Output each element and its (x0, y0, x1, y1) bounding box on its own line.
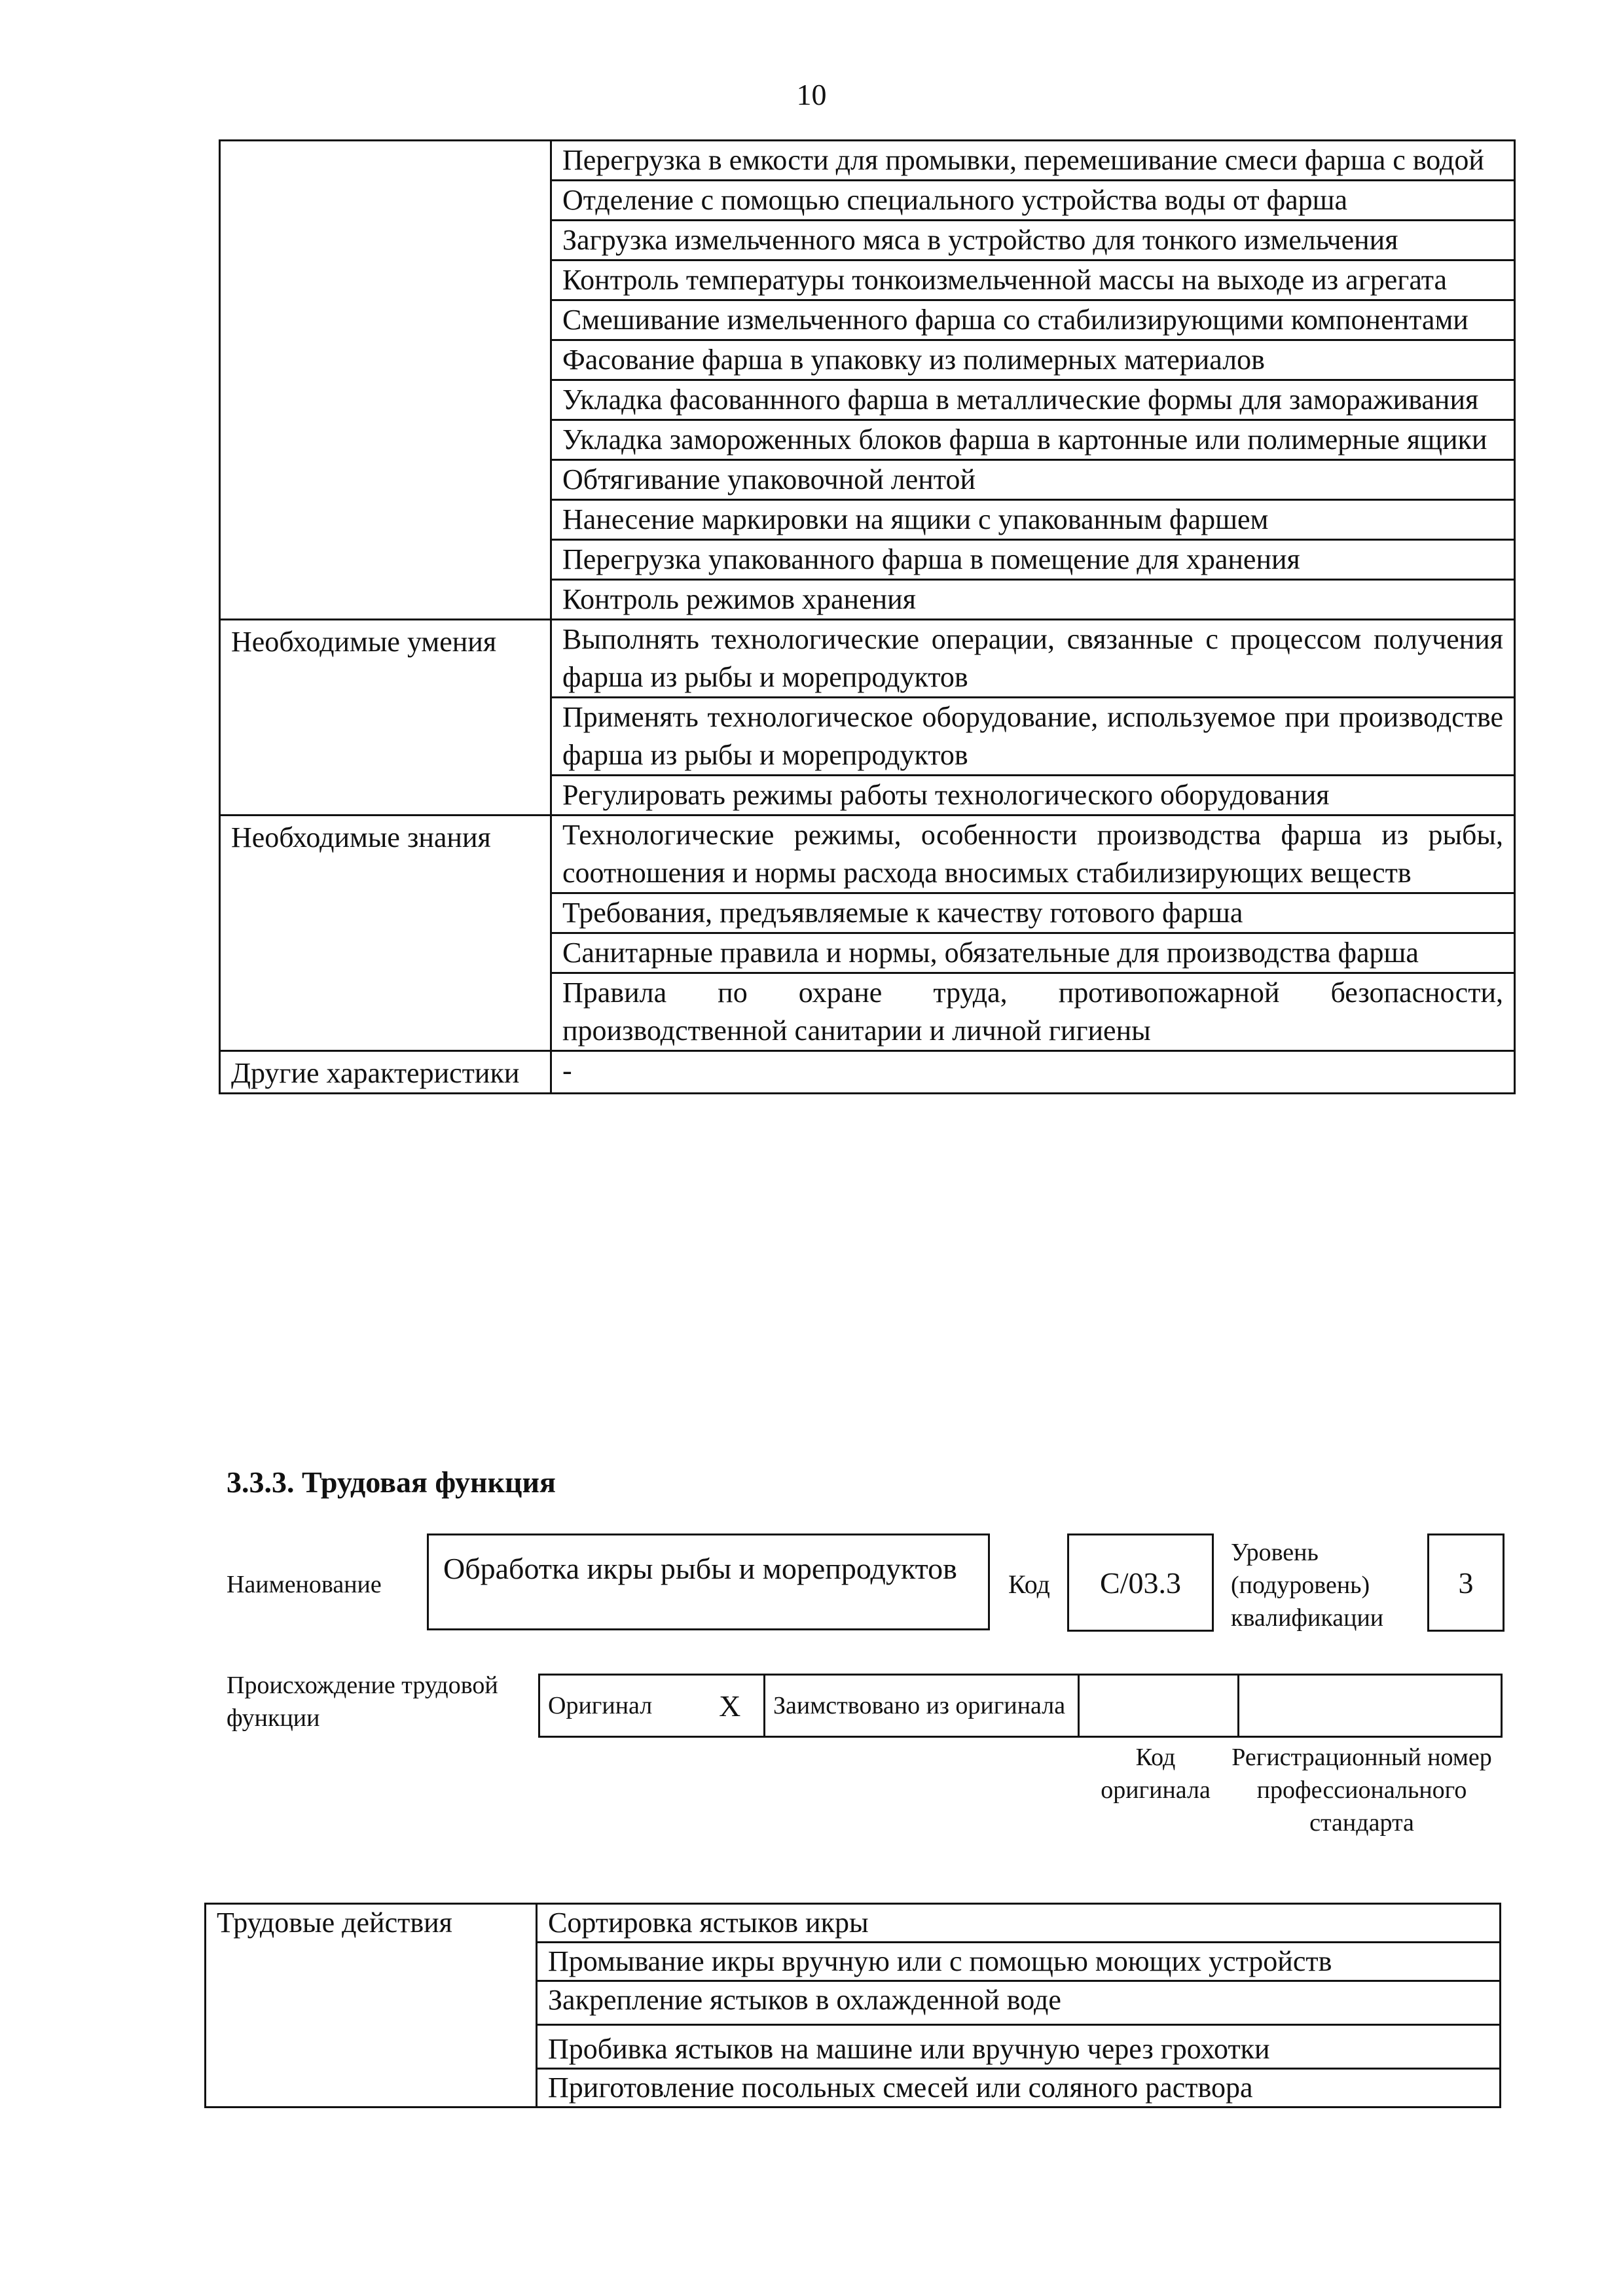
other-characteristics-value: - (551, 1051, 1515, 1094)
origin-label: Происхождение трудовой функции (227, 1672, 498, 1732)
origin-reg-cell (1239, 1675, 1502, 1737)
origin-table (538, 1674, 1503, 1738)
table-row (220, 816, 1515, 893)
labor-action-cell: Промывание икры вручную или с помощью моющих устройств (537, 1943, 1501, 1981)
skill-cell: Выполнять технологические операции, связанные с процессом получения фарша из рыбы и морепродуктов (551, 620, 1515, 698)
labor-action-cell: Приготовление посольных смесей или соляного раствора (537, 2069, 1501, 2108)
table-row (220, 620, 1515, 698)
origin-original-label: Оригинал (539, 1675, 697, 1737)
labor-action-cell: Перегрузка в емкости для промывки, перемешивание смеси фарша с водой (551, 141, 1515, 181)
knowledge-cell: Технологические режимы, особенности производства фарша из рыбы, соотношения и нормы расхода вносимых стабилизирующих веществ (551, 816, 1515, 893)
labor-action-cell: Загрузка измельченного мяса в устройство для тонкого измельчения (551, 221, 1515, 260)
code-label: Код (1008, 1570, 1050, 1599)
labor-action-cell: Контроль режимов хранения (551, 580, 1515, 620)
skill-cell: Применять технологическое оборудование, используемое при производстве фарша из рыбы и морепродуктов (551, 698, 1515, 776)
labor-action-cell: Укладка фасованнного фарша в металлические формы для замораживания (551, 380, 1515, 420)
origin-code-cell (1079, 1675, 1239, 1737)
table-row (220, 1051, 1515, 1094)
empty-label-cell (220, 141, 551, 620)
labor-action-cell: Закрепление ястыков в охлажденной воде (537, 1981, 1501, 2025)
function-code-box: С/03.3 (1067, 1534, 1214, 1632)
knowledge-cell: Санитарные правила и нормы, обязательные для производства фарша (551, 933, 1515, 973)
labor-actions-label: Трудовые действия (206, 1904, 537, 2108)
function-name-box: Обработка икры рыбы и морепродуктов (427, 1534, 990, 1630)
page-number: 10 (796, 78, 827, 111)
origin-mark: X (697, 1675, 765, 1737)
name-label: Наименование (227, 1571, 382, 1598)
labor-action-cell: Отделение с помощью специального устройства воды от фарша (551, 181, 1515, 221)
other-characteristics-label: Другие характеристики (220, 1051, 551, 1094)
labor-action-cell: Фасование фарша в упаковку из полимерных материалов (551, 340, 1515, 380)
skills-label: Необходимые умения (220, 620, 551, 816)
labor-action-cell: Пробивка ястыков на машине или вручную через грохотки (537, 2025, 1501, 2069)
labor-action-cell: Смешивание измельченного фарша со стабилизирующими компонентами (551, 300, 1515, 340)
knowledge-cell: Правила по охране труда, противопожарной безопасности, производственной санитарии и личной гигиены (551, 973, 1515, 1051)
labor-function-table-continued (219, 139, 1516, 1094)
table-row (220, 141, 1515, 181)
qualification-level-box: 3 (1427, 1534, 1504, 1632)
labor-action-cell: Перегрузка упакованного фарша в помещение для хранения (551, 540, 1515, 580)
table-row (206, 1904, 1501, 1943)
labor-actions-table (204, 1903, 1501, 2108)
labor-action-cell: Обтягивание упаковочной лентой (551, 460, 1515, 500)
code-caption: Код оригинала (1101, 1744, 1211, 1804)
section-heading: 3.3.3. Трудовая функция (227, 1465, 556, 1499)
registration-caption: Регистрационный номер профессионального стандарта (1231, 1744, 1492, 1837)
labor-action-cell: Нанесение маркировки на ящики с упакованным фаршем (551, 500, 1515, 540)
knowledge-label: Необходимые знания (220, 816, 551, 1051)
labor-action-cell: Укладка замороженных блоков фарша в картонные или полимерные ящики (551, 420, 1515, 460)
knowledge-cell: Требования, предъявляемые к качеству готового фарша (551, 893, 1515, 933)
labor-action-cell: Контроль температуры тонкоизмельченной массы на выходе из агрегата (551, 260, 1515, 300)
labor-action-cell: Сортировка ястыков икры (537, 1904, 1501, 1943)
level-label: Уровень (подуровень) квалификации (1231, 1539, 1384, 1632)
table-row (539, 1675, 1502, 1737)
origin-borrowed-label: Заимствовано из оригинала (765, 1675, 1079, 1737)
skill-cell: Регулировать режимы работы технологического оборудования (551, 776, 1515, 816)
